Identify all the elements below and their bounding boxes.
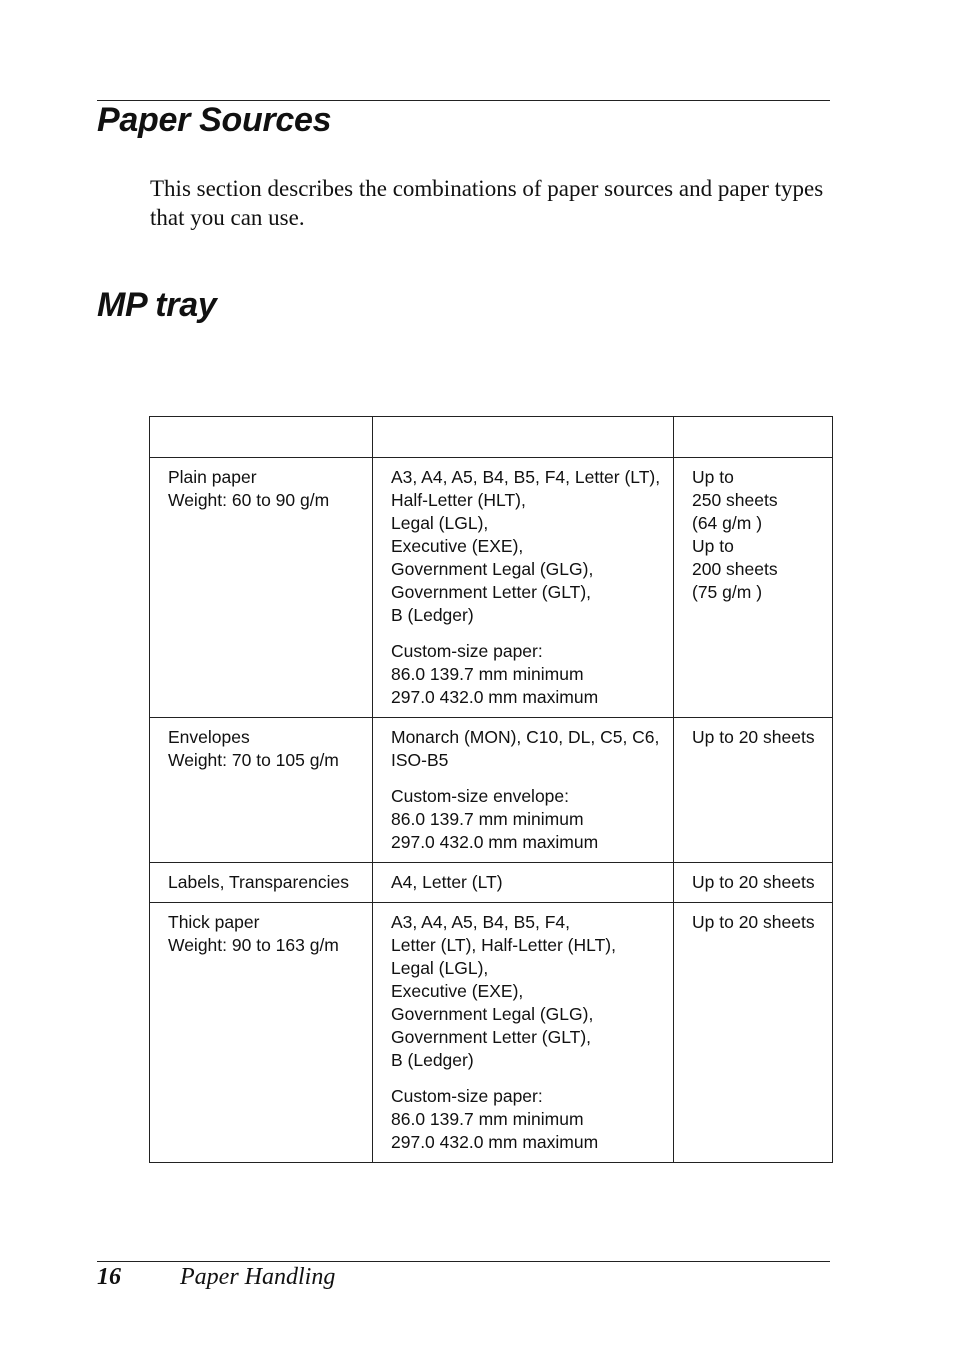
cell-line: 250 sheets [692, 490, 778, 510]
paper-size-cell [373, 903, 674, 1163]
header-cell [674, 417, 833, 458]
cell-line: Up to [692, 467, 734, 487]
paper-size-cell [373, 863, 674, 903]
cell-line: A4, Letter (LT) [391, 872, 503, 892]
cell-line: 86.0 139.7 mm minimum [391, 809, 584, 829]
page-number: 16 [97, 1264, 121, 1290]
cell-line: Up to 20 sheets [692, 727, 815, 747]
cell-line: Half-Letter (HLT), [391, 490, 526, 510]
cell-line: Labels, Transparencies [168, 872, 349, 892]
cell-line: Up to 20 sheets [692, 912, 815, 932]
mp-tray-table [149, 416, 833, 1163]
cell-line: Custom-size envelope: [391, 786, 569, 806]
cell-line: Government Legal (GLG), [391, 1004, 594, 1024]
paper-size-group [391, 466, 663, 627]
capacity-cell [674, 903, 833, 1163]
cell-line: Plain paper [168, 467, 257, 487]
cell-line: Weight: 60 to 90 g/m [168, 490, 330, 510]
cell-line: A3, A4, A5, B4, B5, F4, Letter (LT), [391, 467, 661, 487]
cell-line: (75 g/m ) [692, 582, 763, 602]
paper-type-cell [150, 903, 373, 1163]
cell-line: B (Ledger) [391, 1050, 474, 1070]
cell-line: 297.0 432.0 mm maximum [391, 687, 599, 707]
table-header-row [150, 417, 833, 458]
cell-line: Executive (EXE), [391, 981, 524, 1001]
paper-size-group [391, 1085, 663, 1154]
cell-line: (64 g/m ) [692, 513, 763, 533]
section-title: MP tray [97, 286, 217, 324]
cell-line: Weight: 70 to 105 g/m [168, 750, 339, 770]
paper-size-cell [373, 718, 674, 863]
cell-line: Monarch (MON), C10, DL, C5, C6, [391, 727, 660, 747]
capacity-cell [674, 458, 833, 718]
cell-line: Custom-size paper: [391, 1086, 543, 1106]
header-cell [150, 417, 373, 458]
paper-size-group [391, 726, 663, 772]
cell-line: Government Letter (GLT), [391, 1027, 592, 1047]
cell-line: 297.0 432.0 mm maximum [391, 1132, 599, 1152]
paper-size-cell [373, 458, 674, 718]
cell-line: Legal (LGL), [391, 513, 489, 533]
intro-paragraph: This section describes the combinations of paper sources and paper types that you can use. [150, 176, 824, 230]
cell-line: Up to 20 sheets [692, 872, 815, 892]
cell-line: 86.0 139.7 mm minimum [391, 664, 584, 684]
cell-line: ISO-B5 [391, 750, 449, 770]
table-row [150, 863, 833, 903]
paper-size-group [391, 640, 663, 709]
paper-size-group [391, 785, 663, 854]
paper-type-cell [150, 718, 373, 863]
cell-line: A3, A4, A5, B4, B5, F4, [391, 912, 570, 932]
cell-line: 297.0 432.0 mm maximum [391, 832, 599, 852]
footer-section-name: Paper Handling [180, 1264, 336, 1290]
paper-size-group [391, 871, 663, 894]
cell-line: Government Legal (GLG), [391, 559, 594, 579]
table-row [150, 718, 833, 863]
cell-line: 86.0 139.7 mm minimum [391, 1109, 584, 1129]
cell-line: Executive (EXE), [391, 536, 524, 556]
table-row [150, 903, 833, 1163]
cell-line: Legal (LGL), [391, 958, 489, 978]
cell-line: Up to [692, 536, 734, 556]
cell-line: Envelopes [168, 727, 250, 747]
cell-line: Letter (LT), Half-Letter (HLT), [391, 935, 616, 955]
footer-rule [97, 1261, 830, 1262]
table-row [150, 458, 833, 718]
paper-type-cell [150, 458, 373, 718]
header-cell [373, 417, 674, 458]
cell-line: B (Ledger) [391, 605, 474, 625]
paper-type-cell [150, 863, 373, 903]
cell-line: Custom-size paper: [391, 641, 543, 661]
capacity-cell [674, 863, 833, 903]
cell-line: Government Letter (GLT), [391, 582, 592, 602]
page-title: Paper Sources [97, 101, 332, 139]
capacity-cell [674, 718, 833, 863]
cell-line: Thick paper [168, 912, 260, 932]
cell-line: Weight: 90 to 163 g/m [168, 935, 339, 955]
paper-size-group [391, 911, 663, 1072]
cell-line: 200 sheets [692, 559, 778, 579]
